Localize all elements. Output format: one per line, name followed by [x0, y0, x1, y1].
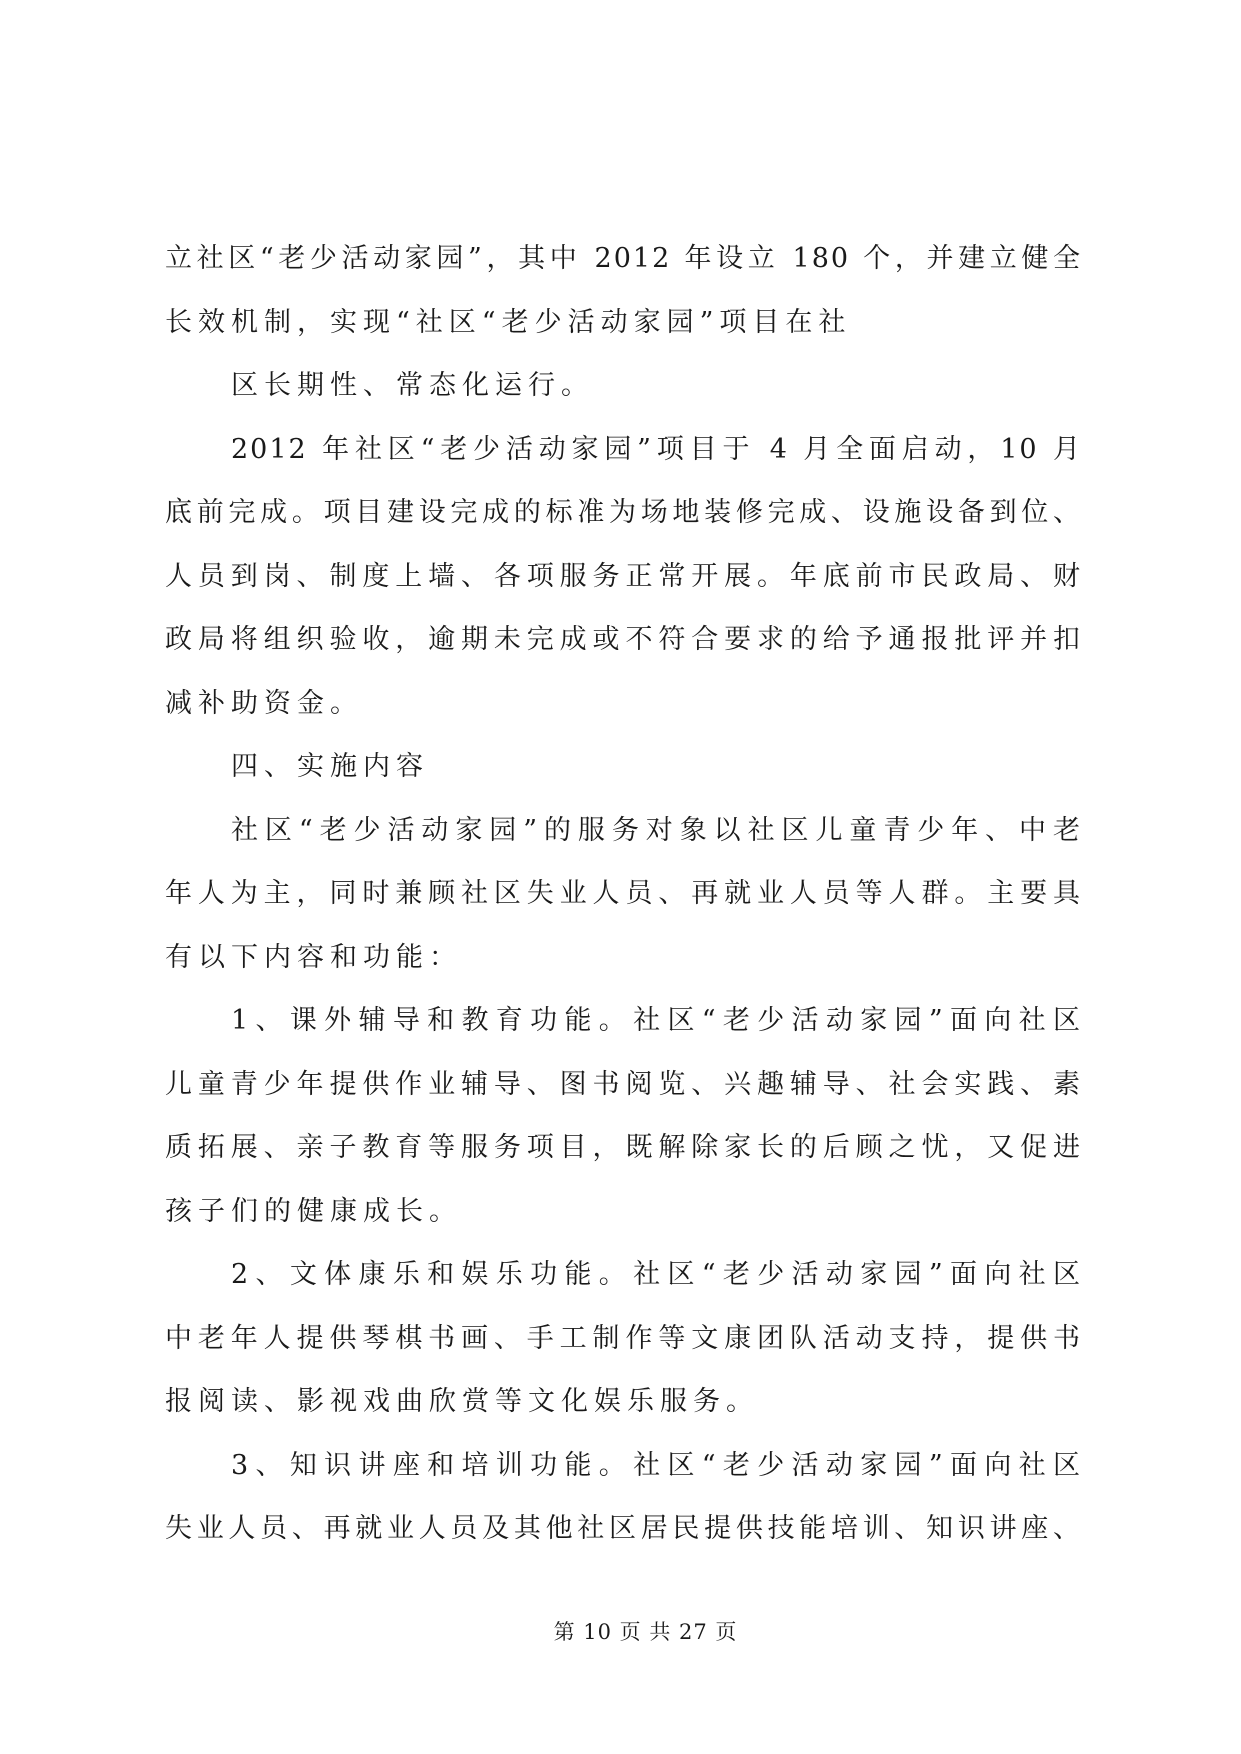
- document-body: [165, 227, 1082, 1561]
- text-line: 2012 年社区“老少活动家园”项目于 4 月全面启动，10 月: [231, 433, 1082, 465]
- list-item: [165, 1243, 1082, 1434]
- text-line: 政局将组织验收，逾期未完成或不符合要求的给予通报批评并扣: [165, 624, 1082, 655]
- text-line: 长效机制，实现“社区“老少活动家园”项目在社: [165, 306, 852, 338]
- text-line: 儿童青少年提供作业辅导、图书阅览、兴趣辅导、社会实践、素: [165, 1068, 1082, 1100]
- text-line: 质拓展、亲子教育等服务项目，既解除家长的后顾之忧，又促进: [165, 1132, 1082, 1163]
- text-line: 区长期性、常态化运行。: [231, 370, 594, 401]
- text-line: 中老年人提供琴棋书画、手工制作等文康团队活动支持，提供书: [165, 1322, 1082, 1354]
- list-item: [165, 1434, 1082, 1561]
- text-line: 人员到岗、制度上墙、各项服务正常开展。年底前市民政局、财: [165, 560, 1082, 592]
- text-line: 立社区“老少活动家园”，其中 2012 年设立 180 个，并建立健全: [165, 243, 1082, 274]
- paragraph: [165, 418, 1082, 736]
- section-heading-text: 四、实施内容: [231, 751, 429, 782]
- page-footer: [0, 1617, 1241, 1647]
- text-line: 报阅读、影视戏曲欣赏等文化娱乐服务。: [165, 1386, 759, 1417]
- text-line: 2、文体康乐和娱乐功能。社区“老少活动家园”面向社区: [231, 1259, 1082, 1290]
- text-line: 失业人员、再就业人员及其他社区居民提供技能培训、知识讲座、: [165, 1513, 1082, 1544]
- paragraph: [165, 227, 1082, 354]
- text-line: 3、知识讲座和培训功能。社区“老少活动家园”面向社区: [231, 1449, 1082, 1481]
- text-line: 1、课外辅导和教育功能。社区“老少活动家园”面向社区: [231, 1005, 1082, 1036]
- section-heading: [165, 735, 1082, 799]
- page-number: 第 10 页 共 27 页: [553, 1620, 738, 1644]
- text-line: 年人为主，同时兼顾社区失业人员、再就业人员等人群。主要具: [165, 878, 1082, 909]
- list-item: [165, 989, 1082, 1243]
- text-line: 社区“老少活动家园”的服务对象以社区儿童青少年、中老: [231, 814, 1082, 846]
- text-line: 底前完成。项目建设完成的标准为场地装修完成、设施设备到位、: [165, 497, 1082, 528]
- paragraph: [165, 799, 1082, 990]
- text-line: 孩子们的健康成长。: [165, 1195, 462, 1227]
- paragraph: [165, 354, 1082, 418]
- text-line: 减补助资金。: [165, 687, 363, 719]
- text-line: 有以下内容和功能：: [165, 941, 462, 973]
